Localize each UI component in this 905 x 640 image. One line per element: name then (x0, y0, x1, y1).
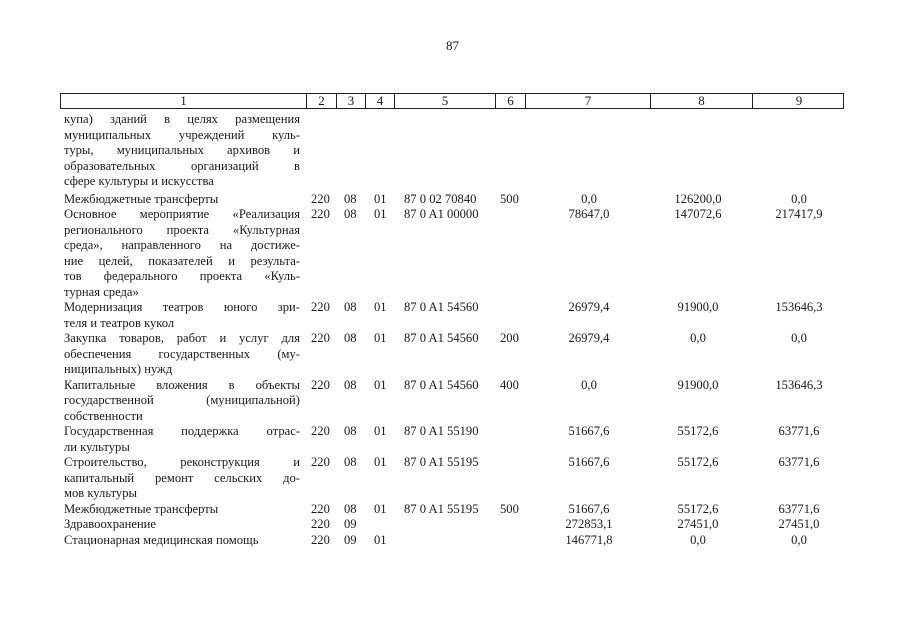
cell-c3: 08 (344, 455, 357, 469)
cell-c3: 08 (344, 377, 357, 392)
description-line: Модернизация театров юного зри- (64, 300, 300, 314)
cell-c2: 220 (311, 424, 330, 438)
description-line: сфере культуры и искусства (64, 174, 214, 188)
cell-c4: 01 (374, 501, 387, 516)
description-line: государственной (муниципальной) (64, 393, 300, 407)
header-col-4: 4 (366, 94, 395, 108)
cell-c9: 63771,6 (778, 455, 820, 469)
cell-c3: 08 (344, 300, 357, 314)
cell-c3: 09 (344, 532, 357, 547)
cell-c5: 87 0 A1 55195 (404, 455, 479, 469)
row-description (64, 424, 300, 455)
cell-c7: 51667,6 (568, 455, 610, 469)
row-description (64, 455, 300, 502)
cell-c3: 08 (344, 501, 357, 516)
row-description (64, 300, 300, 331)
cell-c7: 272853,1 (565, 517, 613, 531)
description-line: собственности (64, 408, 143, 423)
cell-c3: 08 (344, 424, 357, 438)
cell-c6: 400 (500, 377, 519, 392)
cell-c4: 01 (374, 424, 387, 438)
cell-c2: 220 (311, 191, 330, 206)
cell-c3: 08 (344, 207, 357, 221)
description-line: образовательных организаций в (64, 158, 300, 173)
row-description (64, 502, 300, 518)
cell-c7: 0,0 (581, 377, 597, 392)
cell-c8: 126200,0 (674, 191, 722, 206)
cell-c8: 55172,6 (677, 455, 719, 469)
cell-c3: 08 (344, 331, 357, 345)
cell-c9: 0,0 (791, 191, 807, 206)
description-line: купа) зданий в целях размещения (64, 112, 300, 126)
cell-c7: 0,0 (581, 191, 597, 206)
cell-c3: 09 (344, 517, 357, 531)
description-line: среда», направленного на достиже- (64, 238, 300, 252)
row-description (64, 112, 300, 190)
table-header (60, 93, 844, 109)
header-col-1: 1 (61, 94, 307, 108)
description-line: обеспечения государственных (му- (64, 346, 300, 361)
cell-c9: 0,0 (791, 532, 807, 547)
cell-c8: 27451,0 (677, 517, 719, 531)
cell-c4: 01 (374, 191, 387, 206)
cell-c9: 63771,6 (778, 424, 820, 438)
cell-c4: 01 (374, 532, 387, 547)
header-col-5: 5 (395, 94, 496, 108)
row-description (64, 378, 300, 425)
cell-c5: 87 0 02 70840 (404, 191, 477, 206)
cell-c8: 91900,0 (677, 377, 719, 392)
cell-c2: 220 (311, 455, 330, 469)
cell-c2: 220 (311, 517, 330, 531)
header-col-3: 3 (337, 94, 366, 108)
cell-c7: 51667,6 (568, 501, 610, 516)
description-line: турная среда» (64, 284, 139, 299)
cell-c3: 08 (344, 191, 357, 206)
cell-c7: 78647,0 (568, 207, 610, 221)
cell-c4: 01 (374, 300, 387, 314)
cell-c6: 200 (500, 331, 519, 345)
row-description (64, 192, 300, 208)
description-line: ли культуры (64, 439, 130, 454)
page-number: 87 (446, 38, 459, 53)
cell-c7: 26979,4 (568, 300, 610, 314)
description-line: теля и театров кукол (64, 315, 175, 330)
cell-c4: 01 (374, 207, 387, 221)
description-line: мов культуры (64, 486, 137, 500)
header-col-8: 8 (651, 94, 753, 108)
description-line: Межбюджетные трансферты (64, 501, 219, 516)
description-line: ниципальных) нужд (64, 362, 173, 376)
cell-c9: 63771,6 (778, 501, 820, 516)
cell-c9: 0,0 (791, 331, 807, 345)
description-line: Здравоохранение (64, 517, 157, 531)
header-col-9: 9 (795, 93, 803, 108)
description-line: муниципальных учреждений куль- (64, 127, 300, 142)
description-line: Закупка товаров, работ и услуг для (64, 331, 300, 345)
cell-c9: 153646,3 (775, 300, 823, 314)
cell-c5: 87 0 A1 54560 (404, 300, 479, 314)
description-line: тов федерального проекта «Куль- (64, 269, 300, 283)
row-description (64, 517, 300, 533)
description-line: капитальный ремонт сельских до- (64, 470, 300, 485)
cell-c4: 01 (374, 377, 387, 392)
header-col-7: 7 (526, 94, 651, 108)
description-line: ние целей, показателей и результа- (64, 253, 300, 268)
description-line: Основное мероприятие «Реализация (64, 207, 300, 221)
description-line: туры, муниципальных архивов и (64, 143, 300, 157)
header-col-2: 2 (307, 94, 337, 108)
cell-c5: 87 0 A1 54560 (404, 377, 479, 392)
cell-c8: 0,0 (690, 331, 706, 345)
cell-c8: 55172,6 (677, 424, 719, 438)
cell-c4: 01 (374, 331, 387, 345)
cell-c5: 87 0 A1 00000 (404, 207, 479, 221)
cell-c7: 26979,4 (568, 331, 610, 345)
cell-c5: 87 0 A1 55195 (404, 501, 479, 516)
header-col-6: 6 (496, 94, 526, 108)
cell-c2: 220 (311, 532, 330, 547)
row-description (64, 331, 300, 378)
cell-c2: 220 (311, 377, 330, 392)
cell-c9: 27451,0 (778, 517, 820, 531)
cell-c2: 220 (311, 501, 330, 516)
cell-c6: 500 (500, 191, 519, 206)
cell-c7: 146771,8 (565, 532, 613, 547)
description-line: Капитальные вложения в объекты (64, 377, 300, 392)
cell-c8: 147072,6 (674, 207, 722, 221)
cell-c7: 51667,6 (568, 424, 610, 438)
cell-c2: 220 (311, 207, 330, 221)
description-line: Строительство, реконструкция и (64, 455, 300, 469)
cell-c2: 220 (311, 300, 330, 314)
description-line: Государственная поддержка отрас- (64, 424, 300, 438)
row-description (64, 207, 300, 300)
cell-c8: 91900,0 (677, 300, 719, 314)
cell-c4: 01 (374, 455, 387, 469)
description-line: Стационарная медицинская помощь (64, 532, 259, 547)
cell-c2: 220 (311, 331, 330, 345)
cell-c6: 500 (500, 501, 519, 516)
cell-c9: 153646,3 (775, 377, 823, 392)
cell-c8: 0,0 (690, 532, 706, 547)
description-line: Межбюджетные трансферты (64, 191, 219, 206)
row-description (64, 533, 300, 549)
description-line: регионального проекта «Культурная (64, 222, 300, 237)
cell-c5: 87 0 A1 54560 (404, 331, 479, 345)
cell-c9: 217417,9 (775, 207, 823, 221)
cell-c8: 55172,6 (677, 501, 719, 516)
cell-c5: 87 0 A1 55190 (404, 424, 479, 438)
